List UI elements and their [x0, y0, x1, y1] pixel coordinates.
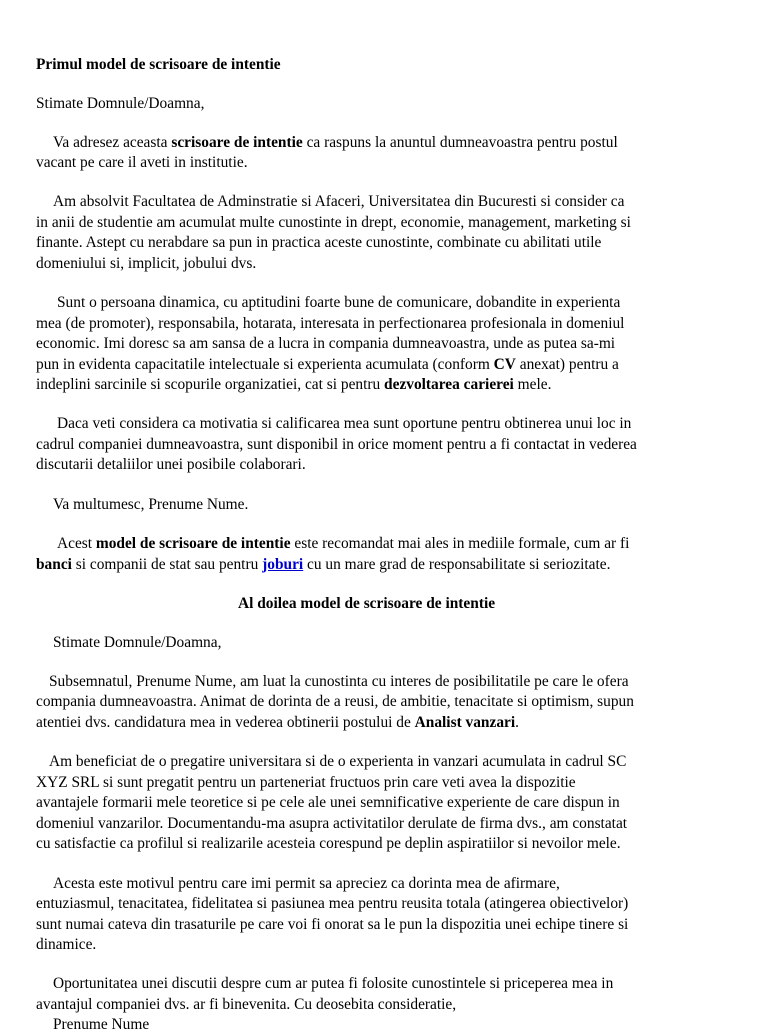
letter1-salutation: Stimate Domnule/Doamna, [36, 95, 205, 112]
letter2-p4-line: avantajul companiei dvs. ar fi binevenita. Cu deosebita consideratie, [36, 996, 457, 1013]
letter1-p2-line: domeniului si, implicit, jobului dvs. [36, 255, 257, 272]
letter1-p3-line: mea (de promoter), responsabila, hotarata, interesata in perfectionarea profesionala in domeniul [36, 315, 625, 332]
letter2-p4-line: Oportunitatea unei discutii despre cum ar putea fi folosite cunostintele si priceperea mea in [53, 975, 614, 992]
letter1-closing: Va multumesc, Prenume Nume. [53, 496, 249, 513]
letter2-title: Al doilea model de scrisoare de intentie [238, 595, 496, 612]
letter1-p2-line: Am absolvit Facultatea de Adminstratie si Afaceri, Universitatea din Bucuresti si consider ca [53, 193, 625, 210]
letter2-p2-line: cu satisfactie ca profilul si realizarile acesteia corespund pe deplin aspiratiilor si nevoilor mele. [36, 835, 621, 852]
letter2-p3-line: sunt numai cateva din trasaturile pe care voi fi onorat sa le pun la dispozitia unei echipe tinere si [36, 916, 629, 933]
letter1-title: Primul model de scrisoare de intentie [36, 56, 281, 73]
letter2-p3-line: entuziasmul, tenacitatea, fidelitatea si pasiunea mea pentru reusita totala (atingerea obiectivelor) [36, 895, 629, 912]
letter1-p4-line: cadrul companiei dumneavoastra, sunt disponibil in orice moment pentru a fi contactat in vederea [36, 436, 637, 453]
letter1-p3-line: indeplini sarcinile si scopurile organizatiei, cat si pentru dezvoltarea carierei mele. [36, 376, 552, 393]
note-line: Acest model de scrisoare de intentie este recomandat mai ales in mediile formale, cum ar fi [57, 535, 630, 552]
letter2-p2-line: avantajele formarii mele teoretice si pe cele ale unei semnificative experiente de care dispun in [36, 794, 620, 811]
letter1-p3-line: Sunt o persoana dinamica, cu aptitudini foarte bune de comunicare, dobandite in experienta [57, 294, 621, 311]
letter2-p1-line: compania dumneavoastra. Animat de dorinta de a reusi, de ambitie, tenacitate si optimism, supun [36, 693, 634, 710]
letter2-signature: Prenume Nume [53, 1016, 150, 1033]
letter2-salutation: Stimate Domnule/Doamna, [53, 634, 222, 651]
letter1-p1-line: vacant pe care il aveti in institutie. [36, 154, 248, 171]
letter1-p2-line: in anii de studentie am acumulat multe cunostinte in drept, economie, management, marketing si [36, 214, 631, 231]
letter2-p2-line: Am beneficiat de o pregatire universitara si de o experienta in vanzari acumulata in cadrul SC [49, 753, 627, 770]
letter2-p1-line: Subsemnatul, Prenume Nume, am luat la cunostinta cu interes de posibilitatile pe care le ofera [49, 673, 629, 690]
letter2-p2-line: domeniul vanzarilor. Documentandu-ma asupra activitatilor derulate de firma dvs., am constatat [36, 815, 628, 832]
letter1-p3-line: economic. Imi doresc sa am sansa de a lucra in compania dumneavoastra, unde as putea sa-mi [36, 335, 616, 352]
letter1-p2-line: finante. Astept cu nerabdare sa pun in practica aceste cunostinte, combinate cu abilitati utile [36, 234, 602, 251]
letter1-p4-line: discutarii detaliilor unei posibile colaborari. [36, 456, 306, 473]
letter1-p1-line: Va adresez aceasta scrisoare de intentie ca raspuns la anuntul dumneavoastra pentru postul [53, 134, 618, 151]
letter2-p3-line: dinamice. [36, 936, 97, 953]
joburi-link[interactable]: joburi [262, 556, 304, 573]
letter1-p4-line: Daca veti considera ca motivatia si calificarea mea sunt oportune pentru obtinerea unui loc in [57, 415, 632, 432]
letter1-p3-line: pun in evidenta capacitatile intelectuale si experienta acumulata (conform CV anexat) pentru a [36, 356, 619, 373]
letter2-p3-line: Acesta este motivul pentru care imi permit sa apreciez ca dorinta mea de afirmare, [53, 875, 560, 892]
note-line: banci si companii de stat sau pentru joburi cu un mare grad de responsabilitate si seriozitate. [36, 556, 611, 573]
letter2-p1-line: atentiei dvs. candidatura mea in vederea obtinerii postului de Analist vanzari. [36, 714, 519, 731]
letter2-p2-line: XYZ SRL si sunt pregatit pentru un parteneriat fructuos prin care veti avea la dispozitie [36, 774, 576, 791]
